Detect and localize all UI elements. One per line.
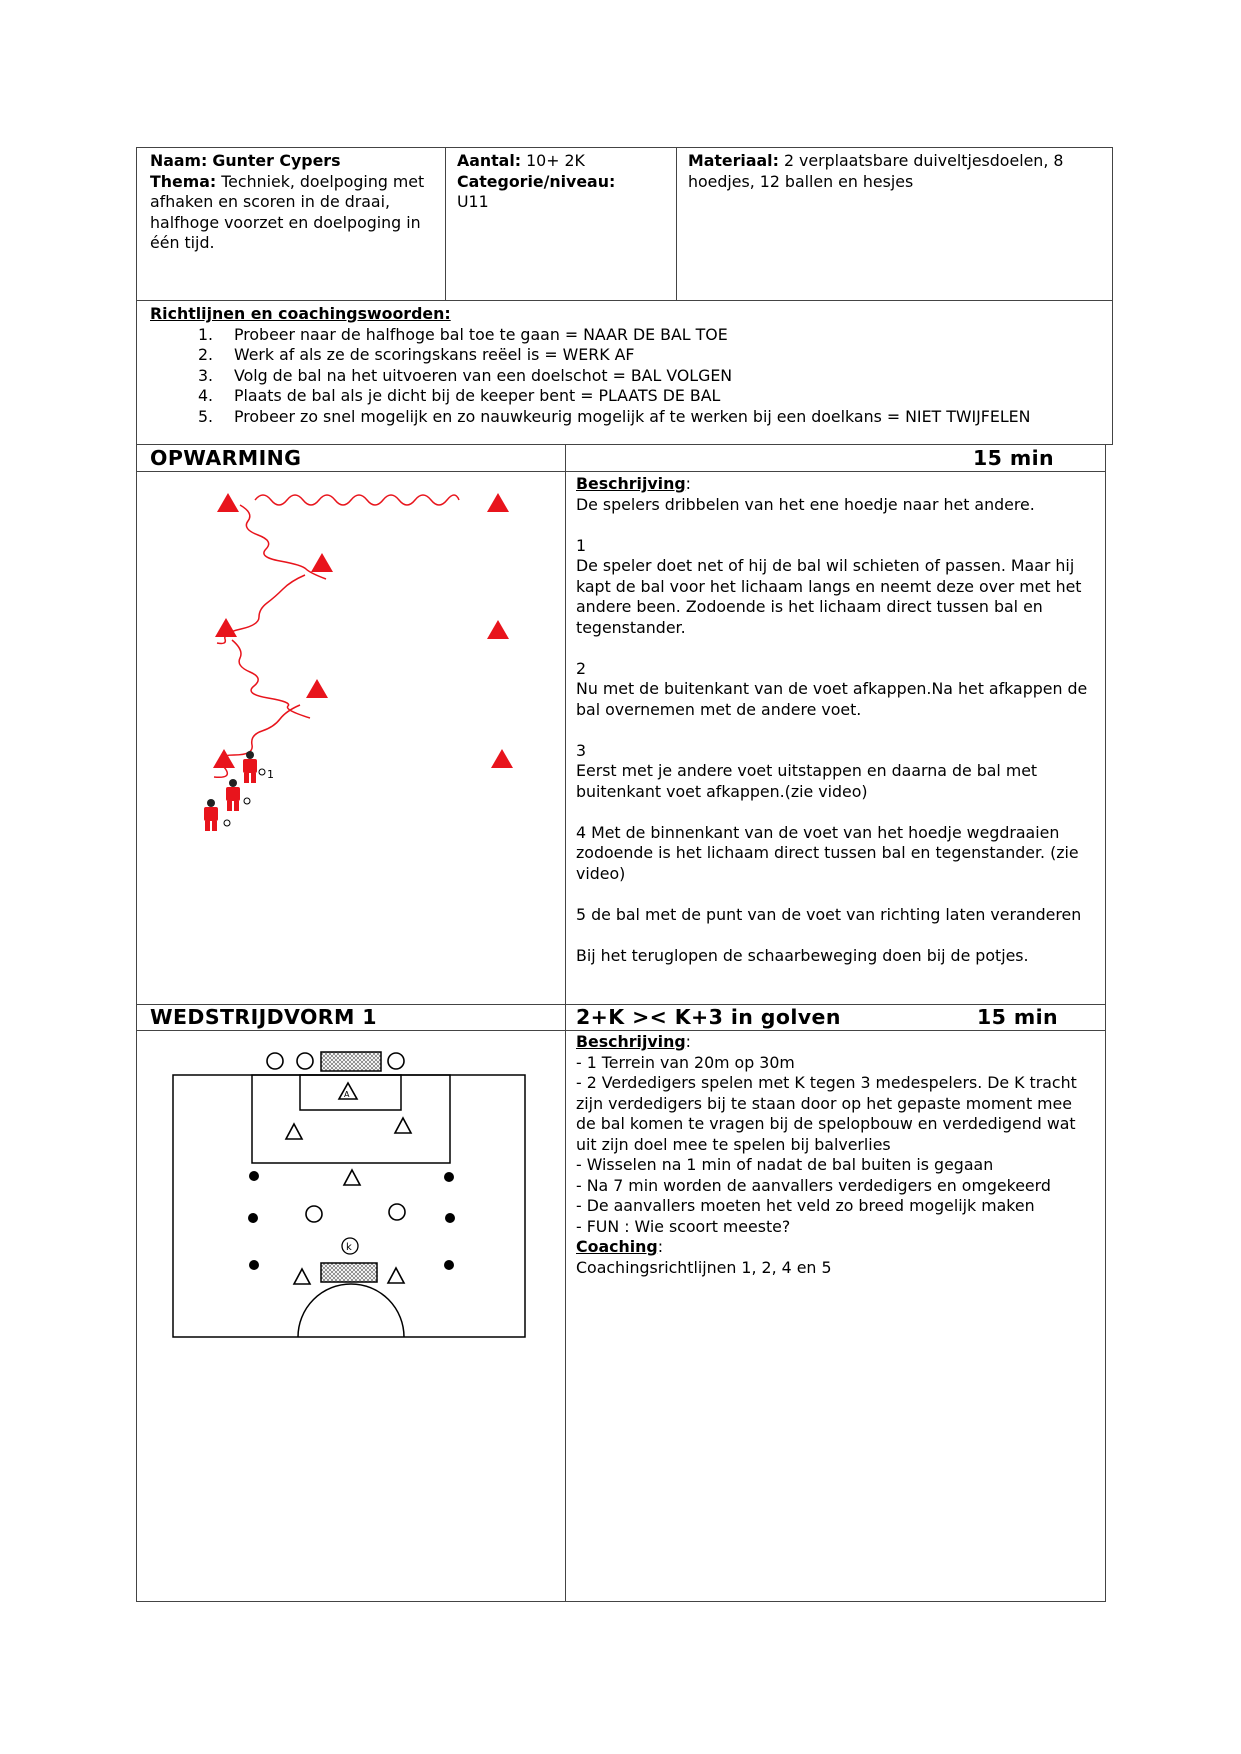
categorie-value: U11 xyxy=(457,192,489,211)
opwarming-step3-num: 3 xyxy=(576,740,587,760)
wedstrijdvorm-line: - Wisselen na 1 min of nadat de bal buiten is gegaan xyxy=(576,1155,994,1174)
defender-triangle-icon xyxy=(395,1118,411,1133)
defender-triangle-icon xyxy=(388,1268,404,1283)
naam-value: Gunter Cypers xyxy=(212,151,341,170)
opwarming-step1-text: De speler doet net of hij de bal wil schieten of passen. Maar hij kapt de bal voor het lichaam langs en neemt deze over met het andere been. Zodoende is het lichaam direct tussen bal en tegenstander. xyxy=(576,556,1082,637)
keeper-top-label: A xyxy=(344,1090,350,1099)
wedstrijdvorm-line: - 2 Verdedigers spelen met K tegen 3 medespelers. De K tracht zijn verdedigers bij te staan door op het gepaste moment mee de bal komen te vragen bij de spelopbouw en verdedigend wat uit zijn doel mee te spelen bij balverlies xyxy=(576,1073,1077,1154)
thema-label: Thema: xyxy=(150,171,217,191)
wedstrijdvorm-line: - FUN : Wie scoort meeste? xyxy=(576,1216,791,1236)
wedstrijdvorm-title: WEDSTRIJDVORM 1 xyxy=(150,1005,377,1029)
wedstrijdvorm-duration: 15 min xyxy=(977,1005,1059,1029)
opwarming-step2-num: 2 xyxy=(576,658,587,678)
opwarming-step5-text: 5 de bal met de punt van de voet van richting laten veranderen xyxy=(576,904,1082,924)
coaching-text: Coachingsrichtlijnen 1, 2, 4 en 5 xyxy=(576,1257,832,1277)
materiaal-label: Materiaal: xyxy=(688,151,779,170)
defender-triangle-icon xyxy=(344,1170,360,1185)
goal-top-icon xyxy=(321,1052,381,1071)
field-outline xyxy=(173,1075,525,1337)
wedstrijdvorm-format: 2+K >< K+3 in golven xyxy=(576,1005,841,1029)
guideline-item: 5. Probeer zo snel mogelijk en zo nauwkeurig mogelijk af te werken bij een doelkans = NIET TWIJFELEN xyxy=(198,406,1031,426)
goal-area xyxy=(300,1075,401,1110)
wedstrijdvorm-line: - De aanvallers moeten het veld zo breed mogelijk maken xyxy=(576,1196,1035,1215)
opwarming-desc-label: Beschrijving xyxy=(576,474,686,493)
opwarming-intro: De spelers dribbelen van het ene hoedje naar het andere. xyxy=(576,494,1035,514)
aantal-value: 10+ 2K xyxy=(526,151,585,170)
guideline-item: 4. Plaats de bal als je dicht bij de keeper bent = PLAATS DE BAL xyxy=(198,386,721,405)
guideline-item: 2. Werk af als ze de scoringskans reëel is = WERK AF xyxy=(198,345,635,364)
opwarming-duration: 15 min xyxy=(973,446,1055,470)
player-circle-icon xyxy=(388,1053,404,1069)
cone-dot-icon xyxy=(444,1260,454,1270)
player-circle-icon xyxy=(297,1053,313,1069)
cone-dot-icon xyxy=(249,1260,259,1270)
center-circle xyxy=(298,1284,404,1337)
categorie-label: Categorie/niveau: xyxy=(457,171,616,191)
aantal-label: Aantal: xyxy=(457,151,522,170)
opwarming-step4-text: 4 Met de binnenkant van de voet van het hoedje wegdraaien zodoende is het lichaam direct tussen bal en tegenstander. (zie video) xyxy=(576,822,1079,883)
cone-dot-icon xyxy=(444,1172,454,1182)
opwarming-closing: Bij het teruglopen de schaarbeweging doen bij de potjes. xyxy=(576,945,1029,965)
opwarming-description: Beschrijving: De spelers dribbelen van het ene hoedje naar het andere. 1 De speler doet net of hij de bal wil schieten of passen. Maar hij kapt de bal voor het lichaam langs en neemt deze over met het andere been. Zodoende is het lichaam direct tussen bal en tegenstander. 2 Nu met de buitenkant van de voet afkappen.Na het afkappen de bal overnemen met de andere voet. 3 Eerst met je andere voet uitstappen en daarna de bal met buitenkant voet afkappen.(zie video) 4 Met de binnenkant van de voet van het hoedje wegdraaien zodoende is het lichaam direct tussen bal en tegenstander. (zie video) 5 de bal met de punt van de voet van richting laten veranderen Bij het teruglopen de schaarbeweging doen bij de potjes. xyxy=(576,474,1096,966)
player-circle-icon xyxy=(389,1204,405,1220)
naam-label: Naam: xyxy=(150,151,208,170)
wedstrijdvorm-line: - 1 Terrein van 20m op 30m xyxy=(576,1052,795,1072)
cone-dots xyxy=(248,1171,455,1270)
guidelines-title: Richtlijnen en coachingswoorden: xyxy=(150,304,451,323)
defender-triangle-icon xyxy=(286,1124,302,1139)
keeper-bottom-label: k xyxy=(346,1242,352,1253)
guideline-item: 1. Probeer naar de halfhoge bal toe te gaan = NAAR DE BAL TOE xyxy=(198,324,728,344)
opwarming-step2-text: Nu met de buitenkant van de voet afkappen.Na het afkappen de bal overnemen met de andere voet. xyxy=(576,679,1088,719)
guideline-item: 3. Volg de bal na het uitvoeren van een doelschot = BAL VOLGEN xyxy=(198,365,733,385)
thema-value: Techniek, doelpoging met afhaken en scoren in de draai, halfhoge voorzet en doelpoging in één tijd. xyxy=(150,171,425,252)
wedstrijdvorm-line: - Na 7 min worden de aanvallers verdedigers en omgekeerd xyxy=(576,1175,1051,1195)
player-circle-icon xyxy=(267,1053,283,1069)
player-circle-icon xyxy=(306,1206,322,1222)
cone-dot-icon xyxy=(445,1213,455,1223)
defender-triangle-icon xyxy=(294,1269,310,1284)
goal-bottom-icon xyxy=(321,1263,377,1282)
opwarming-title: OPWARMING xyxy=(150,446,302,470)
cone-dot-icon xyxy=(249,1171,259,1181)
opwarming-step1-num: 1 xyxy=(576,535,587,555)
wedstrijdvorm-description: Beschrijving: - 1 Terrein van 20m op 30m - 2 Verdedigers spelen met K tegen 3 medespelers. De K tracht zijn verdedigers bij te staan door op het gepaste moment mee de bal komen te vragen bij de spelopbouw en verdedigend wat uit zijn doel mee te spelen bij balverlies - Wisselen na 1 min of nadat de bal buiten is gegaan - Na 7 min worden de aanvallers verdedigers en omgekeerd - De aanvallers moeten het veld zo breed mogelijk maken - FUN : Wie scoort meeste? Coaching: Coachingsrichtlijnen 1, 2, 4 en 5 xyxy=(576,1032,1096,1278)
materiaal-value: 2 verplaatsbare duiveltjesdoelen, 8 hoedjes, 12 ballen en hesjes xyxy=(688,151,1064,191)
opwarming-step3-text: Eerst met je andere voet uitstappen en daarna de bal met buitenkant voet afkappen.(zie video) xyxy=(576,761,1038,801)
diagram-label: 1 xyxy=(267,768,274,781)
coaching-label: Coaching xyxy=(576,1237,658,1256)
wedstrijdvorm-desc-label: Beschrijving xyxy=(576,1032,686,1051)
cone-dot-icon xyxy=(248,1213,258,1223)
